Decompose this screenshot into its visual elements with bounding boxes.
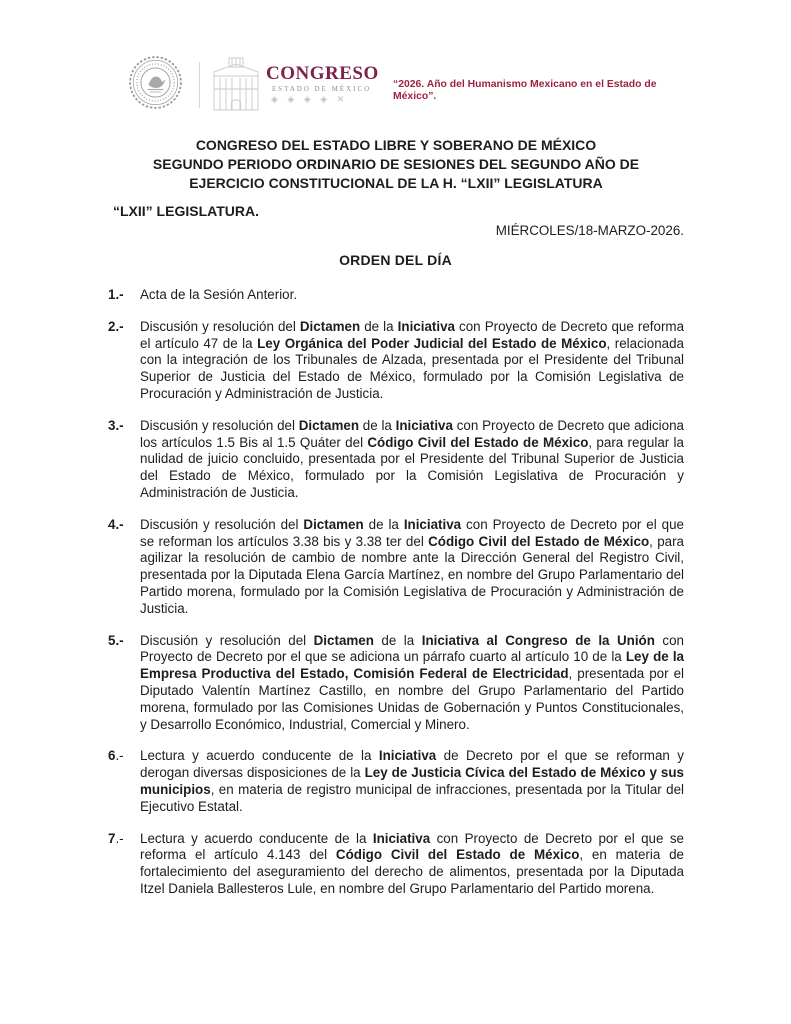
- brand-diamond-icons: ◈ ◈ ◈ ◈ ✕: [271, 94, 348, 104]
- agenda-text-bold: Iniciativa al Congreso de la Unión: [421, 632, 655, 648]
- agenda-text-bold: Código Civil del Estado de México: [367, 434, 589, 450]
- letterhead: [0, 0, 791, 125]
- agenda-item-number: 2.-: [108, 318, 124, 334]
- document-title-line-3: EJERCICIO CONSTITUCIONAL DE LA H. “LXII” LEGISLATURA: [189, 175, 603, 191]
- agenda-text: de la: [360, 318, 398, 334]
- congress-subtitle: ESTADO DE MÉXICO: [272, 86, 372, 93]
- legislature-label: “LXII” LEGISLATURA.: [113, 203, 259, 219]
- agenda-text: con Proyecto de Decreto que adiciona los artículos 1.5 Bis al 1.5 Quáter del: [140, 417, 685, 450]
- agenda-text: Lectura y acuerdo conducente de la: [140, 830, 373, 846]
- agenda-text: de Decreto por el que se reforman y derogan diversas disposiciones de la: [140, 748, 684, 781]
- agenda-item-number: 7.-: [108, 830, 124, 846]
- agenda-item: [108, 748, 684, 815]
- letterhead-divider: [199, 62, 200, 108]
- agenda-text: Lectura y acuerdo conducente de la: [140, 748, 379, 764]
- document-title: [108, 136, 684, 193]
- document-title-line-1: CONGRESO DEL ESTADO LIBRE Y SOBERANO DE MÉXICO: [195, 137, 597, 153]
- agenda-text: con Proyecto de Decreto por el que se adiciona un párrafo cuarto al artículo 10 de la: [140, 632, 685, 665]
- agenda-item-text: [140, 831, 684, 896]
- agenda-text: , para regular la nulidad de juicio concluido, presentada por el Presidente del Tribunal Superior de Justicia del Estado de México, formulado por la Comisión Legislativa de Procuración y Administración de Justicia.: [140, 434, 684, 500]
- congress-wordmark: CONGRESO: [266, 63, 379, 84]
- agenda-text: con Proyecto de Decreto por el que se reforman los artículos 3.38 bis y 3.38 ter del: [140, 516, 685, 549]
- agenda-text-bold: Ley Orgánica del Poder Judicial del Estado de México: [257, 335, 607, 351]
- agenda-text: de la: [359, 417, 396, 433]
- congress-brand-block: [266, 64, 396, 105]
- agenda-item-text: [140, 418, 684, 500]
- session-date: MIÉRCOLES/18-MARZO-2026.: [495, 223, 684, 238]
- agenda-text-bold: Dictamen: [298, 417, 360, 433]
- agenda-text: Acta de la Sesión Anterior.: [140, 287, 298, 302]
- agenda-text: Discusión y resolución del: [140, 516, 304, 532]
- agenda-text: , relacionada con la integración de los Tribunales de Alzada, presentada por el Presidente del Tribunal Superior de Justicia del Estado de México, formulado por la Comisión Legislativa de Procuración y Administración de Justicia.: [140, 335, 684, 401]
- agenda-item-number: 4.-: [108, 516, 124, 532]
- agenda-text: , presentada por el Diputado Valentín Martínez Castillo, en nombre del Grupo Parlamentario del Partido morena, formulado por las Comisiones Unidas de Gobernación y Puntos Constitucionales, y Desarrollo Económico, Industrial, Comercial y Minero.: [140, 666, 684, 732]
- agenda-item: [108, 319, 684, 403]
- year-motto: “2026. Año del Humanismo Mexicano en el Estado de México”.: [393, 79, 657, 102]
- agenda-item-number: 6.-: [108, 748, 124, 764]
- agenda-item: [108, 418, 684, 502]
- agenda-item-text: [140, 319, 684, 401]
- agenda-item: [108, 287, 684, 304]
- agenda-text: de la: [363, 516, 404, 532]
- agenda-text-bold: Iniciativa: [378, 748, 437, 764]
- agenda-item-text: [140, 748, 684, 813]
- agenda-heading: ORDEN DEL DÍA: [339, 252, 452, 268]
- agenda-text-bold: Iniciativa: [372, 830, 431, 846]
- agenda-text-bold: Dictamen: [313, 632, 374, 648]
- agenda-item-text: [140, 517, 684, 616]
- agenda-text-bold: Dictamen: [303, 516, 364, 532]
- agenda-item-text: [140, 287, 297, 302]
- agenda-item-number: 5.-: [108, 632, 124, 648]
- agenda-items: [108, 287, 684, 913]
- agenda-item: [108, 831, 684, 898]
- agenda-text-bold: Ley de Justicia Cívica del Estado de México y sus municipios: [140, 765, 685, 797]
- agenda-text-bold: Dictamen: [299, 318, 361, 334]
- document-title-line-2: SEGUNDO PERIODO ORDINARIO DE SESIONES DEL SEGUNDO AÑO DE: [152, 156, 640, 172]
- agenda-text: Discusión y resolución del: [140, 318, 300, 334]
- agenda-text: , para agilizar la resolución de cambio de nombre ante la Dirección General del Registro Civil, presentada por la Diputada Elena García Martínez, en nombre del Grupo Parlamentario del Partido morena, formulado por la Comisión Legislativa de Procuración y Administración de Justicia.: [140, 533, 685, 616]
- agenda-item-number: 3.-: [108, 417, 124, 433]
- state-seal-icon: [129, 56, 182, 114]
- agenda-text-bold: Ley de la Empresa Productiva del Estado, Comisión Federal de Electricidad: [140, 649, 684, 682]
- agenda-text-bold: Iniciativa: [403, 516, 462, 532]
- congress-building-icon: [208, 56, 264, 118]
- agenda-text: con Proyecto de Decreto por el que se reforma el artículo 4.143 del: [140, 830, 684, 863]
- agenda-text-bold: Iniciativa: [397, 318, 455, 334]
- agenda-text: , en materia de fortalecimiento del aseguramiento del derecho de alimentos, presentada por la Diputada Itzel Daniela Ballesteros Lule, en nombre del Grupo Parlamentario del Partido morena.: [140, 847, 684, 896]
- agenda-item: [108, 633, 684, 734]
- agenda-item: [108, 517, 684, 618]
- agenda-text-bold: Código Civil del Estado de México: [428, 533, 650, 549]
- agenda-text: con Proyecto de Decreto que reforma el artículo 47 de la: [140, 318, 685, 351]
- agenda-item-text: [140, 633, 684, 732]
- agenda-text: Discusión y resolución del: [140, 632, 314, 648]
- agenda-text-bold: Iniciativa: [395, 417, 453, 433]
- agenda-text: Discusión y resolución del: [140, 417, 299, 433]
- agenda-item-number: 1.-: [108, 287, 124, 302]
- agenda-text-bold: Código Civil del Estado de México: [335, 847, 580, 863]
- agenda-text: de la: [373, 632, 422, 648]
- agenda-text: , en materia de registro municipal de infracciones, presentada por la Titular del Ejecutivo Estatal.: [140, 781, 684, 814]
